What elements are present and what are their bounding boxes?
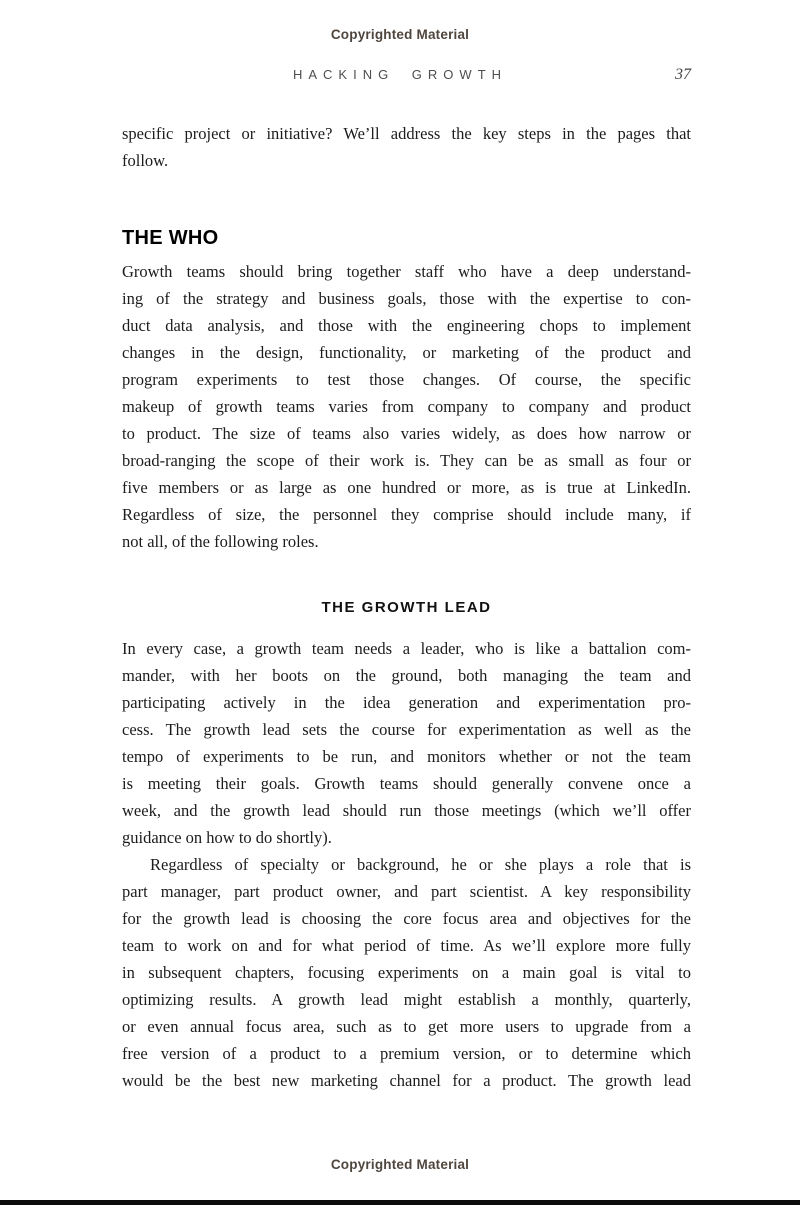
text-line: guidance on how to do shortly). xyxy=(122,828,332,847)
text-line: broad-ranging the scope of their work is. They can be as small as four or xyxy=(122,451,691,470)
text-line: cess. The growth lead sets the course for experimentation as well as the xyxy=(122,720,691,739)
text-line: part manager, part product owner, and part scientist. A key responsibility xyxy=(122,882,691,901)
paragraph-growth-lead-2 xyxy=(122,851,691,1094)
text-line: changes in the design, functionality, or marketing of the product and xyxy=(122,343,691,362)
text-line: In every case, a growth team needs a leader, who is like a battalion com- xyxy=(122,639,691,658)
paragraph-intro xyxy=(122,120,691,174)
text-line: is meeting their goals. Growth teams should generally convene once a xyxy=(122,774,691,793)
text-line: ing of the strategy and business goals, those with the expertise to con- xyxy=(122,289,691,308)
text-line: makeup of growth teams varies from company to company and product xyxy=(122,397,691,416)
paragraph-growth-lead-1 xyxy=(122,635,691,851)
text-line: not all, of the following roles. xyxy=(122,532,319,551)
text-line: for the growth lead is choosing the core focus area and objectives for the xyxy=(122,909,691,928)
book-title: HACKING GROWTH xyxy=(292,67,508,82)
text-line: mander, with her boots on the ground, both managing the team and xyxy=(122,666,691,685)
text-line: Growth teams should bring together staff who have a deep understand- xyxy=(122,262,691,281)
text-line: tempo of experiments to be run, and monitors whether or not the team xyxy=(122,747,691,766)
page-body xyxy=(122,120,691,1094)
text-line: optimizing results. A growth lead might establish a monthly, quarterly, xyxy=(122,990,691,1009)
text-line: free version of a product to a premium version, or to determine which xyxy=(122,1044,691,1063)
text-line: would be the best new marketing channel for a product. The growth lead xyxy=(122,1071,691,1090)
text-line: participating actively in the idea generation and experimentation pro- xyxy=(122,693,691,712)
text-line: Regardless of size, the personnel they comprise should include many, if xyxy=(122,505,691,524)
paragraph-the-who xyxy=(122,258,691,555)
page-bottom-edge xyxy=(0,1200,800,1205)
text-line: Regardless of specialty or background, he or she plays a role that is xyxy=(150,855,691,874)
text-line: in subsequent chapters, focusing experiments on a main goal is vital to xyxy=(122,963,691,982)
text-line: to product. The size of teams also varies widely, as does how narrow or xyxy=(122,424,691,443)
copyright-notice-bottom: Copyrighted Material xyxy=(330,1157,470,1172)
text-line: specific project or initiative? We’ll address the key steps in the pages that xyxy=(122,124,691,143)
section-heading-the-who: THE WHO xyxy=(122,227,219,249)
text-line: program experiments to test those changes. Of course, the specific xyxy=(122,370,691,389)
text-line: week, and the growth lead should run those meetings (which we’ll offer xyxy=(122,801,691,820)
text-line: or even annual focus area, such as to get more users to upgrade from a xyxy=(122,1017,691,1036)
text-line: five members or as large as one hundred or more, as is true at LinkedIn. xyxy=(122,478,691,497)
copyright-notice-top: Copyrighted Material xyxy=(330,27,470,42)
text-line: team to work on and for what period of time. As we’ll explore more fully xyxy=(122,936,691,955)
text-line: follow. xyxy=(122,151,169,170)
text-line: duct data analysis, and those with the engineering chops to implement xyxy=(122,316,691,335)
running-header xyxy=(0,67,800,87)
page-number: 37 xyxy=(675,66,691,83)
subsection-heading-growth-lead: THE GROWTH LEAD xyxy=(321,599,492,616)
